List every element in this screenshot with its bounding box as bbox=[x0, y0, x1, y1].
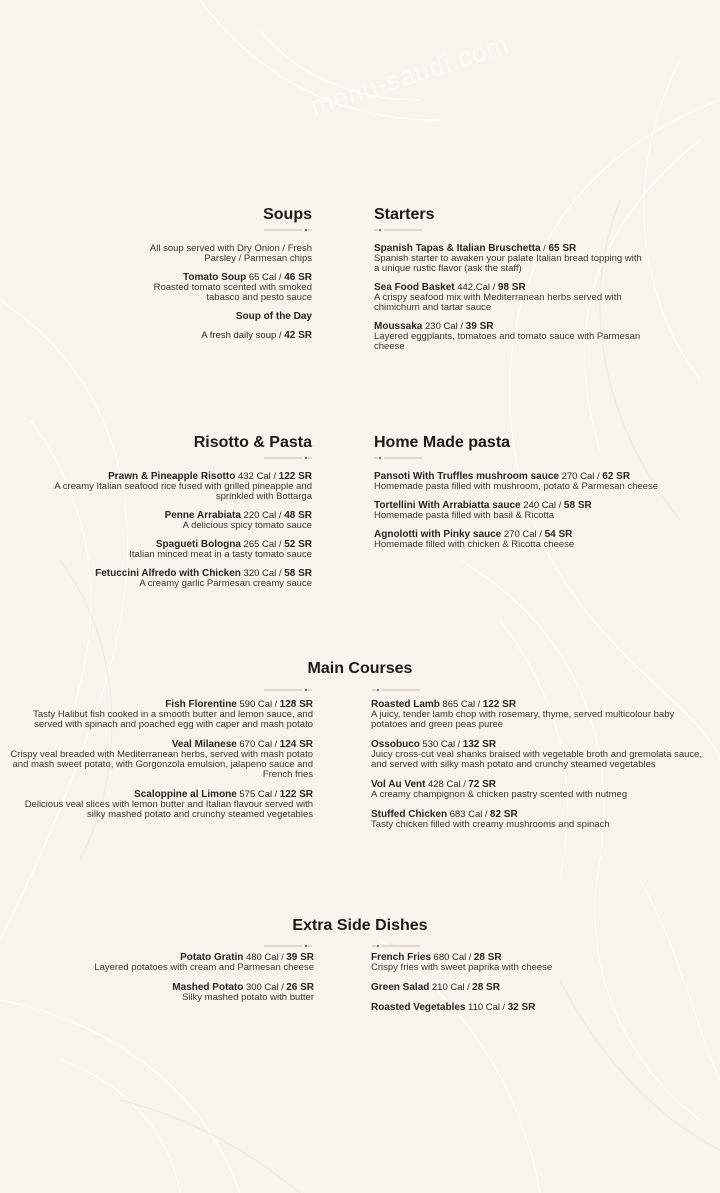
item-price: 26 SR bbox=[286, 982, 314, 993]
item-calories: 530 Cal bbox=[422, 739, 456, 750]
starters-section bbox=[374, 205, 644, 361]
item-price: 42 SR bbox=[284, 330, 312, 341]
side-dishes-title: Extra Side Dishes bbox=[292, 917, 428, 934]
item-price: 128 SR bbox=[279, 699, 313, 710]
item-description: A creamy Italian seafood rice fused with grilled pineapple and sprinkled with Bottarga bbox=[54, 481, 312, 502]
item-price: 98 SR bbox=[497, 282, 526, 293]
item-description: A delicious spicy tomato sauce bbox=[182, 520, 312, 531]
item-price: 28 SR bbox=[473, 952, 502, 963]
homemade-title: Home Made pasta bbox=[374, 434, 511, 451]
menu-item: Roasted Lamb 865 Cal / 122 SR A juicy, tender lamb chop with rosemary, thyme, served multicolour baby potatoes and green peas puree bbox=[371, 699, 711, 730]
menu-item: Tomato Soup 65 Cal / 46 SR Roasted tomato scented with smoked tabasco and pesto sauce bbox=[140, 273, 312, 303]
item-price: 62 SR bbox=[602, 471, 631, 482]
item-name: Moussaka bbox=[374, 321, 423, 332]
menu-item: Sea Food Basket 442.Cal / 98 SR A crispy seafood mix with Mediterranean herbs served with chimichurri and tartar sauce bbox=[374, 283, 644, 313]
item-name: Agnolotti with Pinky sauce bbox=[374, 529, 502, 540]
item-price: 54 SR bbox=[544, 529, 573, 540]
item-name: Scaloppine al Limone bbox=[134, 789, 237, 800]
item-name: Fish Florentine bbox=[165, 699, 237, 710]
item-price: 48 SR bbox=[284, 510, 312, 521]
item-price: 52 SR bbox=[284, 539, 312, 550]
item-description: Layered potatoes with cream and Parmesan cheese bbox=[94, 962, 314, 973]
item-name: Spanish Tapas & Italian Bruschetta bbox=[374, 243, 541, 254]
item-price: 65 SR bbox=[548, 243, 577, 254]
item-description: Homemade filled with chicken & Ricotta cheese bbox=[374, 539, 575, 550]
menu-item: Spagueti Bologna 265 Cal / 52 SR Italian minced meat in a tasty tomato sauce bbox=[50, 540, 312, 560]
item-description: Roasted tomato scented with smoked tabasco and pesto sauce bbox=[153, 282, 312, 303]
starters-title: Starters bbox=[374, 206, 435, 223]
item-calories: 270 Cal bbox=[561, 471, 595, 482]
item-description: Tasty Halibut fish cooked in a smooth butter and lemon sauce, and served with spinach and poached egg with caper and mash potato bbox=[33, 709, 313, 730]
menu-item: Tortellini With Arrabiatta sauce 240 Cal / 58 SR Homemade pasta filled with basil & Ricotta bbox=[374, 501, 659, 521]
item-price: 82 SR bbox=[489, 809, 518, 820]
menu-item: Roasted Vegetables 110 Cal / 32 SR bbox=[371, 1002, 536, 1013]
menu-item: Moussaka 230 Cal / 39 SR Layered eggplants, tomatoes and tomato sauce with Parmesan cheese bbox=[374, 322, 644, 352]
soups-section bbox=[140, 205, 312, 350]
item-calories: 428 Cal bbox=[427, 779, 461, 790]
item-description: Crispy fries with sweet paprika with cheese bbox=[371, 962, 553, 973]
menu-item: Fish Florentine 590 Cal / 128 SR Tasty Halibut fish cooked in a smooth butter and lemon sauce, and served with spinach and poached egg with caper and mash potato bbox=[10, 699, 313, 730]
risotto-pasta-section bbox=[50, 433, 312, 598]
item-calories: 65 Cal bbox=[248, 272, 277, 283]
item-price: 124 SR bbox=[279, 739, 313, 750]
side-dishes-left bbox=[50, 952, 314, 1012]
menu-item: Green Salad 210 Cal / 28 SR bbox=[371, 982, 500, 993]
menu-item: Agnolotti with Pinky sauce 270 Cal / 54 SR Homemade filled with chicken & Ricotta cheese bbox=[374, 530, 659, 550]
item-name: Spagueti Bologna bbox=[155, 539, 241, 550]
item-price: 132 SR bbox=[462, 739, 497, 750]
item-description: Italian minced meat in a tasty tomato sauce bbox=[129, 549, 312, 560]
menu-item: Fetuccini Alfredo with Chicken 320 Cal / 58 SR A creamy garlic Parmesan creamy sauce bbox=[50, 569, 312, 589]
item-calories: 590 Cal bbox=[239, 699, 273, 710]
menu-item: Pansoti With Truffles mushroom sauce 270 Cal / 62 SR Homemade pasta filled with mushroom, potato & Parmesan cheese bbox=[374, 471, 659, 492]
item-description: Crispy veal breaded with Mediterranean herbs, served with mash potato and mash sweet potato, with Gorgonzola emulsion, jalapeno sauce and French fries bbox=[10, 749, 313, 780]
item-name: Vol Au Vent bbox=[371, 779, 426, 790]
title-divider bbox=[374, 456, 422, 460]
item-calories: 680 Cal bbox=[433, 952, 467, 963]
item-calories: 683 Cal bbox=[449, 809, 483, 820]
item-name: Mashed Potato bbox=[172, 982, 244, 993]
homemade-pasta-section bbox=[374, 433, 659, 559]
item-name: Stuffed Chicken bbox=[371, 809, 448, 820]
title-divider bbox=[372, 944, 420, 948]
item-name: Fetuccini Alfredo with Chicken bbox=[95, 568, 241, 579]
item-description: Homemade pasta filled with basil & Ricotta bbox=[374, 510, 555, 521]
title-divider bbox=[372, 688, 420, 692]
item-calories: 265 Cal bbox=[243, 539, 277, 550]
menu-item: French Fries 680 Cal / 28 SR Crispy fries with sweet paprika with cheese bbox=[371, 952, 671, 973]
item-calories: 320 Cal bbox=[243, 568, 277, 579]
item-name: Prawn & Pineapple Risotto bbox=[108, 471, 236, 482]
item-name: Penne Arrabiata bbox=[164, 510, 241, 521]
item-calories: 240 Cal bbox=[523, 500, 556, 511]
item-calories: 670 Cal bbox=[239, 739, 273, 750]
menu-item: Ossobuco 530 Cal / 132 SR Juicy cross-cut veal shanks braised with vegetable broth and gremolata sauce, and served with silky mash potato and crunchy steamed vegetables bbox=[371, 739, 711, 770]
item-name: Veal Milanese bbox=[171, 739, 237, 750]
item-description: A juicy, tender lamb chop with rosemary, thyme, served multicolour baby potatoes and green peas puree bbox=[371, 709, 675, 730]
menu-item: Potato Gratin 480 Cal / 39 SR Layered potatoes with cream and Parmesan cheese bbox=[50, 952, 314, 973]
menu-item: Spanish Tapas & Italian Bruschetta / 65 SR Spanish starter to awaken your palate Italian bread topping with a unique rustic flavor (ask the staff) bbox=[374, 244, 644, 274]
item-calories: A fresh daily soup bbox=[201, 330, 277, 341]
item-calories: 442.Cal bbox=[457, 282, 490, 293]
item-description: Juicy cross-cut veal shanks braised with vegetable broth and gremolata sauce, and served with silky mash potato and crunchy steamed vegetables bbox=[371, 749, 703, 770]
title-divider bbox=[374, 228, 422, 232]
item-name: Sea Food Basket bbox=[374, 282, 455, 293]
item-name: Soup of the Day bbox=[235, 311, 312, 322]
menu-item: Veal Milanese 670 Cal / 124 SR Crispy veal breaded with Mediterranean herbs, served with mash potato and mash sweet potato, with Gorgonzola emulsion, jalapeno sauce and French fries bbox=[10, 739, 313, 780]
title-divider bbox=[264, 944, 312, 948]
item-price: 58 SR bbox=[284, 568, 312, 579]
item-price: 28 SR bbox=[472, 982, 500, 993]
item-price: 39 SR bbox=[465, 321, 494, 332]
item-price: 46 SR bbox=[284, 272, 312, 283]
item-name: Tortellini With Arrabiatta sauce bbox=[374, 500, 521, 511]
menu-item: Stuffed Chicken 683 Cal / 82 SR Tasty chicken filled with creamy mushrooms and spinach bbox=[371, 809, 711, 830]
item-calories: 300 Cal bbox=[245, 982, 279, 993]
main-courses-right bbox=[371, 699, 711, 839]
item-description: A creamy champignon & chicken pastry scented with nutmeg bbox=[371, 789, 628, 800]
title-divider bbox=[264, 228, 312, 232]
menu-item: Mashed Potato 300 Cal / 26 SR Silky mashed potato with butter bbox=[50, 982, 314, 1003]
item-description: A crispy seafood mix with Mediterranean herbs served with chimichurri and tartar sauce bbox=[374, 292, 622, 313]
item-name: Green Salad bbox=[371, 982, 430, 993]
item-price: 58 SR bbox=[563, 500, 592, 511]
title-divider bbox=[264, 456, 312, 460]
item-name: Potato Gratin bbox=[180, 952, 244, 963]
item-calories: 110 Cal bbox=[468, 1002, 501, 1013]
item-calories: 270 Cal bbox=[503, 529, 537, 540]
item-description: Spanish starter to awaken your palate Italian bread topping with a unique rustic flavor (ask the staff) bbox=[374, 253, 642, 274]
item-description: Delicious veal slices with lemon butter and Italian flavour served with silky mashed potato and crunchy steamed vegetables bbox=[24, 799, 313, 820]
soups-title: Soups bbox=[263, 206, 312, 223]
item-description: Tasty chicken filled with creamy mushrooms and spinach bbox=[371, 819, 610, 830]
menu-item: Prawn & Pineapple Risotto 432 Cal / 122 SR A creamy Italian seafood rice fused with grilled pineapple and sprinkled with Bottarga bbox=[50, 472, 312, 502]
menu-item: Penne Arrabiata 220 Cal / 48 SR A delicious spicy tomato sauce bbox=[50, 511, 312, 531]
item-name: Tomato Soup bbox=[183, 272, 247, 283]
item-price: 122 SR bbox=[278, 471, 312, 482]
item-price: 72 SR bbox=[468, 779, 497, 790]
item-name: Ossobuco bbox=[371, 739, 420, 750]
menu-item: A fresh daily soup / 42 SR bbox=[201, 330, 312, 341]
watermark-text: menu-saudi.com bbox=[307, 28, 513, 122]
menu-item: Scaloppine al Limone 575 Cal / 122 SR Delicious veal slices with lemon butter and Italian flavour served with silky mashed potato and crunchy steamed vegetables bbox=[10, 789, 313, 820]
main-courses-left bbox=[10, 699, 313, 829]
item-price: 32 SR bbox=[507, 1002, 536, 1013]
item-price: 39 SR bbox=[286, 952, 314, 963]
item-name: Roasted Lamb bbox=[371, 699, 440, 710]
risotto-title: Risotto & Pasta bbox=[193, 434, 312, 451]
item-description: Silky mashed potato with butter bbox=[181, 992, 314, 1003]
soups-note: All soup served with Dry Onion / Fresh Parsley / Parmesan chips bbox=[149, 243, 312, 264]
menu-item: Vol Au Vent 428 Cal / 72 SR A creamy champignon & chicken pastry scented with nutmeg bbox=[371, 779, 711, 800]
item-calories: 432 Cal bbox=[237, 471, 271, 482]
item-price: 122 SR bbox=[482, 699, 517, 710]
item-calories: 480 Cal bbox=[245, 952, 279, 963]
side-dishes-right bbox=[371, 952, 671, 1022]
item-description: A creamy garlic Parmesan creamy sauce bbox=[139, 578, 312, 589]
item-calories: 575 Cal bbox=[239, 789, 273, 800]
item-description: Layered eggplants, tomatoes and tomato sauce with Parmesan cheese bbox=[374, 331, 641, 352]
menu-item bbox=[140, 312, 312, 322]
item-name: French Fries bbox=[371, 952, 432, 963]
item-description: Homemade pasta filled with mushroom, potato & Parmesan cheese bbox=[374, 481, 659, 492]
item-calories: 230 Cal bbox=[425, 321, 458, 332]
item-calories: 865 Cal bbox=[442, 699, 476, 710]
main-courses-title: Main Courses bbox=[307, 660, 413, 677]
title-divider bbox=[264, 688, 312, 692]
item-price: 122 SR bbox=[279, 789, 313, 800]
item-name: Roasted Vegetables bbox=[371, 1002, 466, 1013]
item-calories: 210 Cal bbox=[431, 982, 465, 993]
item-calories: 220 Cal bbox=[243, 510, 277, 521]
item-name: Pansoti With Truffles mushroom sauce bbox=[374, 471, 559, 482]
